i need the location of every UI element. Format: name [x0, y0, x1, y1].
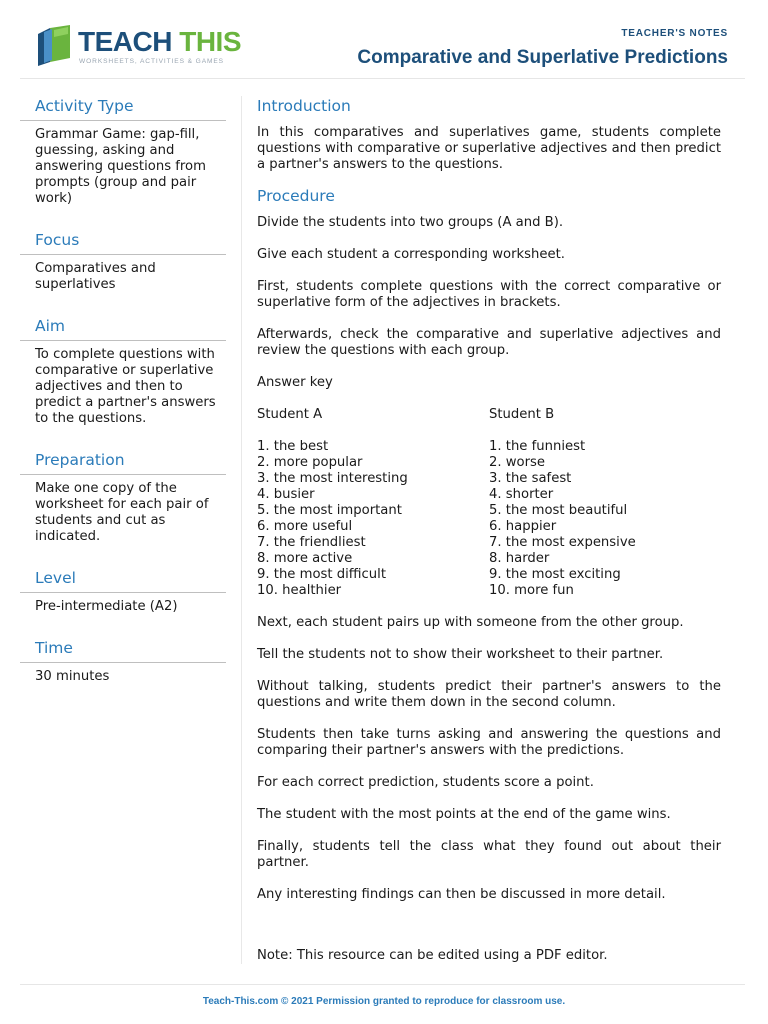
logo-word-teach: TEACH: [78, 26, 172, 57]
answer-item: 8. harder: [489, 551, 550, 566]
level-section: [20, 568, 226, 615]
procedure-step: First, students complete questions with the correct comparative or superlative form of the adjectives in brackets.: [257, 279, 721, 310]
procedure-heading: Procedure: [257, 187, 335, 205]
answer-item: 7. the friendliest: [257, 535, 366, 550]
focus-section: [20, 230, 226, 293]
logo-wordmark: [78, 26, 241, 58]
time-text: 30 minutes: [35, 669, 110, 684]
aim-text: To complete questions with comparative or superlative adjectives and then to predict a partner's answers to the questions.: [35, 347, 216, 426]
answer-item: 5. the most important: [257, 503, 402, 518]
editor-note: Note: This resource can be edited using a PDF editor.: [257, 948, 608, 963]
answer-item: 9. the most exciting: [489, 567, 621, 582]
logo-word-this: THIS: [179, 26, 242, 57]
preparation-text: Make one copy of the worksheet for each pair of students and cut as indicated.: [35, 481, 209, 544]
answer-item: 1. the best: [257, 439, 329, 454]
answer-item: 10. healthier: [257, 583, 342, 598]
student-b-title: Student B: [489, 407, 555, 422]
aim-heading: Aim: [35, 317, 66, 335]
time-section: [20, 638, 226, 685]
sidebar: [20, 96, 226, 708]
answer-item: 10. more fun: [489, 583, 574, 598]
answer-item: 5. the most beautiful: [489, 503, 628, 518]
procedure-step: Finally, students tell the class what they found out about their partner.: [257, 839, 721, 870]
procedure-step: Tell the students not to show their worksheet to their partner.: [257, 647, 664, 662]
introduction-text: In this comparatives and superlatives game, students complete questions with comparative or superlative adjectives and then predict a partner's answers to the questions.: [257, 125, 721, 172]
answer-item: 7. the most expensive: [489, 535, 636, 550]
answer-item: 4. shorter: [489, 487, 554, 502]
aim-section: [20, 316, 226, 427]
procedure-step: Students then take turns asking and answering the questions and comparing their partner's answers with the predictions.: [257, 727, 721, 758]
student-a-title: Student A: [257, 407, 323, 422]
answer-key-label: Answer key: [257, 375, 333, 390]
level-heading: Level: [35, 569, 76, 587]
answer-item: 3. the most interesting: [257, 471, 408, 486]
answer-item: 4. busier: [257, 487, 315, 502]
answer-item: 3. the safest: [489, 471, 572, 486]
procedure-step: Divide the students into two groups (A and B).: [257, 215, 564, 230]
activity-type-text: Grammar Game: gap-fill, guessing, asking and answering questions from prompts (group and pair work): [35, 127, 206, 206]
procedure-step: Afterwards, check the comparative and superlative adjectives and review the questions with each group.: [257, 327, 721, 358]
preparation-heading: Preparation: [35, 451, 125, 469]
procedure-step: Next, each student pairs up with someone from the other group.: [257, 615, 684, 630]
procedure-step: The student with the most points at the end of the game wins.: [257, 807, 671, 822]
page-header: [0, 0, 768, 80]
logo-tagline: WORKSHEETS, ACTIVITIES & GAMES: [79, 58, 224, 65]
footer-copyright[interactable]: Teach-This.com © 2021 Permission granted to reproduce for classroom use.: [202, 996, 566, 1007]
procedure-step: Without talking, students predict their partner's answers to the questions and write them down in the second column.: [257, 679, 721, 710]
column-divider: [241, 96, 242, 964]
answer-item: 1. the funniest: [489, 439, 586, 454]
header-right: [357, 28, 728, 70]
student-a-answers: [257, 407, 489, 599]
answer-item: 8. more active: [257, 551, 353, 566]
header-divider: [20, 78, 745, 79]
main-content: [257, 96, 721, 963]
teachers-notes-label: TEACHER'S NOTES: [621, 28, 728, 39]
teach-this-logo[interactable]: [36, 24, 242, 70]
activity-type-heading: Activity Type: [35, 97, 134, 115]
level-text: Pre-intermediate (A2): [35, 599, 178, 614]
focus-text: Comparatives and superlatives: [35, 261, 156, 292]
book-icon: [36, 24, 76, 66]
introduction-heading: Introduction: [257, 97, 351, 115]
preparation-section: [20, 450, 226, 545]
answer-key: [257, 407, 721, 599]
procedure-step: Any interesting findings can then be discussed in more detail.: [257, 887, 666, 902]
answer-item: 6. happier: [489, 519, 557, 534]
activity-type-section: [20, 96, 226, 207]
page-title: Comparative and Superlative Predictions: [357, 47, 728, 68]
student-b-answers: [489, 407, 721, 599]
answer-item: 2. worse: [489, 455, 546, 470]
procedure-step: For each correct prediction, students score a point.: [257, 775, 594, 790]
answer-item: 6. more useful: [257, 519, 353, 534]
footer-divider: [20, 984, 745, 985]
procedure-step: Give each student a corresponding worksheet.: [257, 247, 565, 262]
focus-heading: Focus: [35, 231, 80, 249]
time-heading: Time: [35, 639, 73, 657]
answer-item: 9. the most difficult: [257, 567, 386, 582]
answer-item: 2. more popular: [257, 455, 363, 470]
